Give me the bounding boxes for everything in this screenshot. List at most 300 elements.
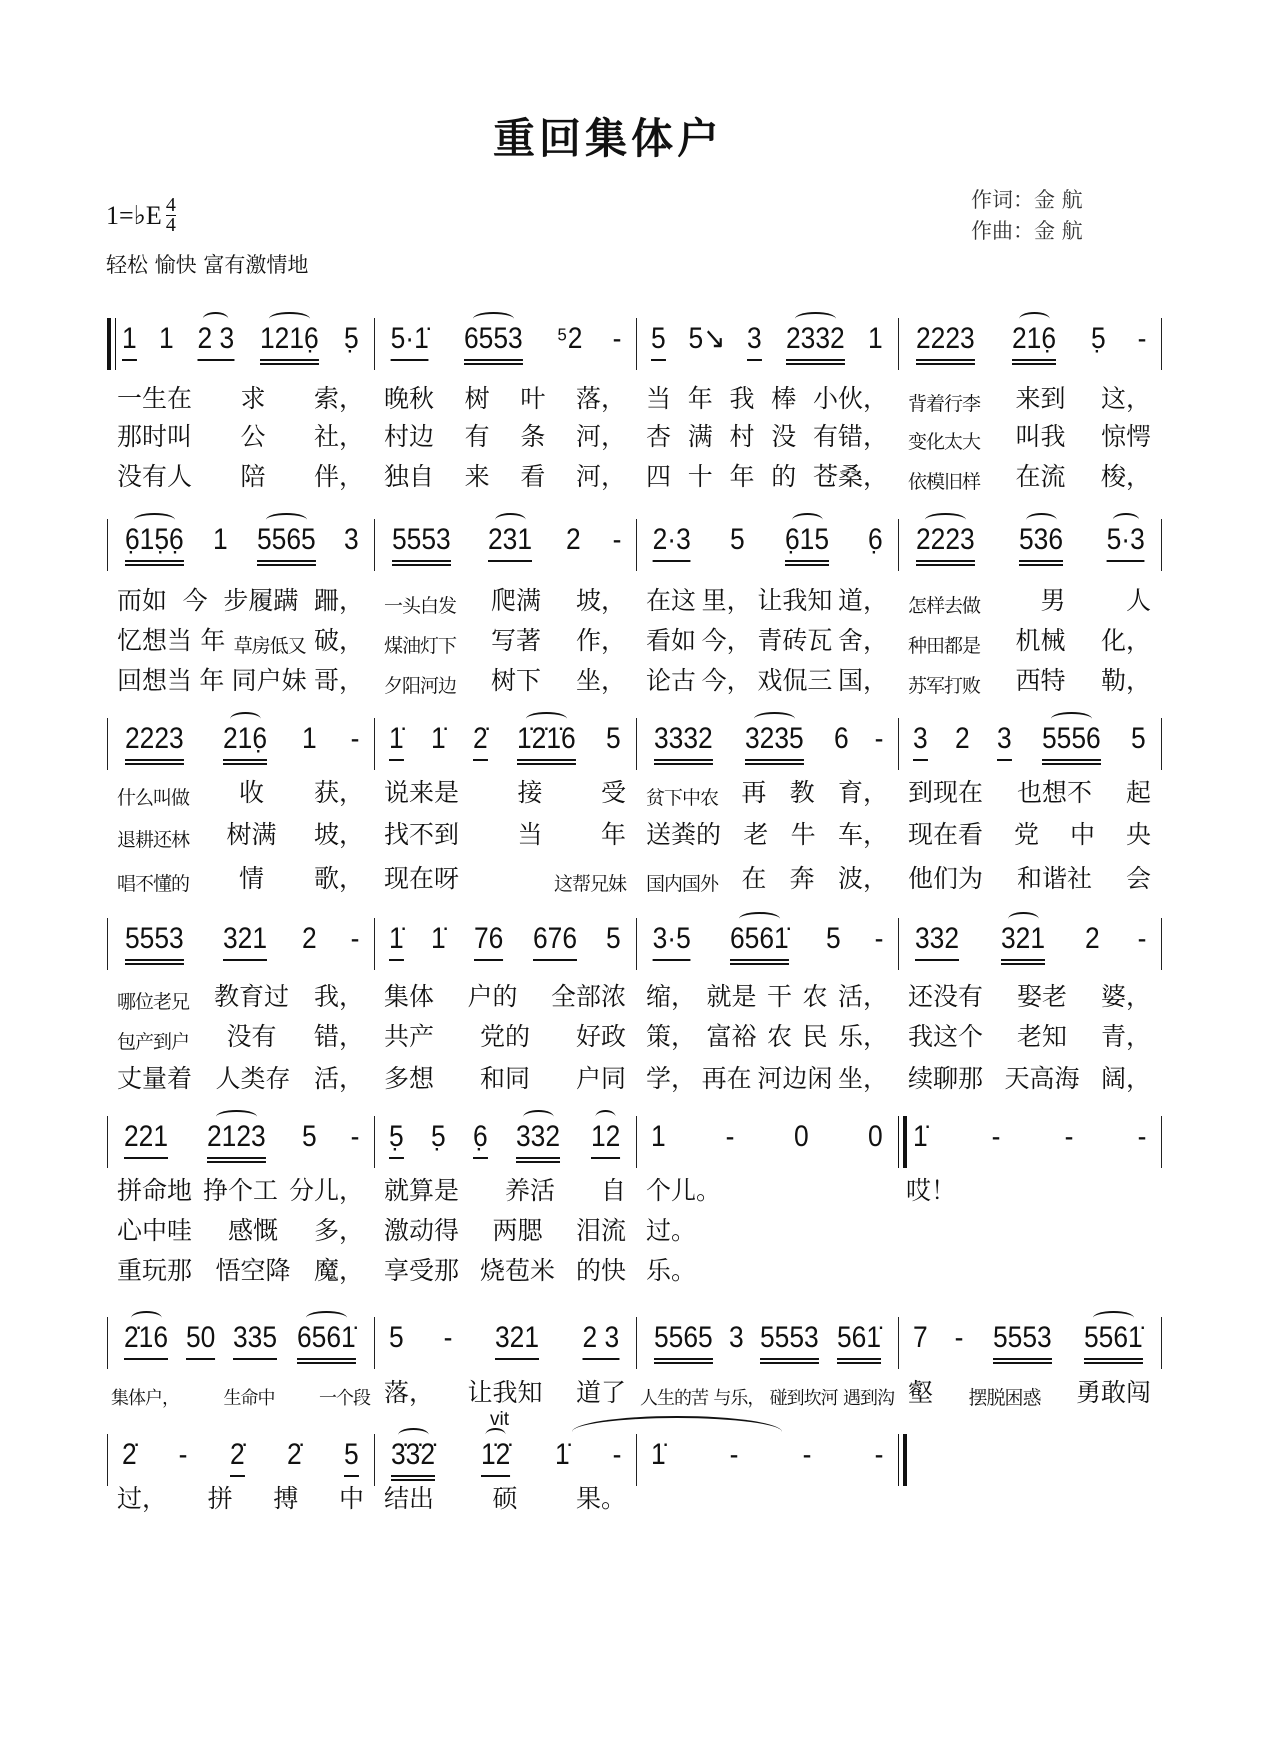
lyric-syllables: 河边闲 [757,1064,833,1093]
note-group: - [954,1321,964,1354]
lyric-syllables: 草房低又 [233,635,306,657]
note-group: - [992,1120,1001,1153]
lyric-syllables: 乐， [837,1022,888,1051]
note-group: 332 [516,1120,560,1163]
lyric-syllables: 我 [729,384,755,413]
lyric-syllables: 情 [238,864,264,893]
lyric-line [107,1216,1161,1250]
lyric-syllables: 满 [687,422,713,451]
note-group: 536 [1019,523,1063,566]
measure [636,523,898,571]
lyric-measure [107,586,374,616]
lyric-measure [374,384,636,414]
note-group: 5 [606,922,621,955]
lyric-syllables: 有 [464,422,490,451]
lyric-line [107,1378,1161,1412]
note-group: - [1137,322,1147,355]
lyric-syllables: 坡， [575,586,626,615]
lyric-measure [636,820,898,850]
note-group: 1̇ [651,1438,666,1471]
lyric-syllables: 索， [313,384,364,413]
lyric-syllables: 作， [575,626,626,655]
lyric-syllables: 苍桑， [812,462,888,491]
note-group: 5565 [654,1321,713,1364]
lyric-syllables: 全部浓 [550,982,626,1011]
lyric-syllables: 和同 [479,1064,530,1093]
note-group: 3 [747,322,762,361]
note-group: 2332 [786,322,845,365]
lyric-syllables: 破， [313,626,364,655]
note-group: 3 [997,722,1012,761]
note-group: 216̣ [1012,322,1056,365]
note-group: - [612,322,622,355]
lyric-syllables: 我这个 [908,1022,984,1051]
lyric-measure [374,1216,636,1246]
lyric-syllables: 老 [743,820,769,849]
lyric-syllables: 奔 [789,864,815,893]
barline [1161,318,1162,370]
lyric-syllables: 好政 [575,1022,626,1051]
lyric-syllables: 哥， [313,666,364,695]
lyric-measure [898,422,1161,457]
lyric-measure [374,462,636,492]
lyric-syllables: 今， [701,626,752,655]
lyric-syllables: 唱不懂的 [117,873,190,895]
lyric-measure [107,626,374,661]
lyric-syllables: 年 [600,820,626,849]
lyric-syllables: 活， [837,982,888,1011]
lyric-syllables: 收 [238,778,264,807]
lyric-syllables: 续聊那 [908,1064,984,1093]
lyric-syllables: 夕阳河边 [384,675,457,697]
lyric-syllables: 农 [802,982,828,1011]
barline [1161,718,1162,770]
note-group: 1̇2̇ [481,1438,510,1477]
measure [374,1321,636,1369]
lyric-syllables: 拼 [207,1484,233,1513]
lyric-syllables: 摆脱困惑 [968,1387,1041,1409]
note-group: 5553 [760,1321,819,1364]
lyric-measure [898,1176,1161,1206]
note-group: 3 [913,722,928,761]
note-group: 5 [730,523,745,556]
lyric-syllables: 村 [729,422,755,451]
staff-row [107,1321,1161,1381]
lyric-syllables: 拼命地 [117,1176,193,1205]
measure [898,722,1161,770]
lyric-syllables: 央 [1125,820,1151,849]
lyric-line [107,626,1161,660]
lyric-syllables: 怎样去做 [908,595,981,617]
lyric-syllables: 送粪的 [646,820,722,849]
lyric-measure [636,384,898,414]
lyric-syllables: 分儿， [288,1176,364,1205]
staff-row [107,922,1161,982]
lyric-syllables: 婆， [1100,982,1151,1011]
lyric-measure [107,1484,374,1514]
lyric-measure [898,384,1161,419]
lyric-syllables: 化， [1100,626,1151,655]
lyric-syllables: 农 [766,1022,792,1051]
lyric-measure [107,422,374,452]
lyric-syllables: 这帮兄妹 [553,873,626,895]
note-group: 5 [1131,722,1146,755]
lyric-syllables: 再在 [701,1064,752,1093]
lyric-line [107,982,1161,1016]
lyric-syllables: 青砖瓦 [757,626,833,655]
lyric-syllables: 他们为 [908,864,984,893]
note-group: 2223 [916,322,975,365]
lyric-syllables: 学， [646,1064,697,1093]
lyric-syllables: 教 [789,778,815,807]
lyric-syllables: 求 [240,384,266,413]
measure [636,922,898,970]
lyric-measure [374,1176,636,1206]
note-group: - [612,523,622,556]
lyric-syllables: 勒， [1100,666,1151,695]
measure [107,1321,374,1369]
song-title: 重回集体户 [492,114,723,163]
note-group: 231 [488,523,532,562]
lyric-measure [636,462,898,492]
lyric-syllables: 公 [240,422,266,451]
measure [374,1120,636,1168]
lyric-syllables: 陪 [240,462,266,491]
lyric-line [107,462,1161,496]
note-group: - [874,1438,884,1471]
lyric-syllables: 的快 [575,1256,626,1285]
note-group: 1 [302,722,318,755]
note-group: 1 [212,523,228,556]
lyric-measure [107,462,374,492]
lyric-line [107,1256,1161,1290]
time-unit: 4 [165,214,176,236]
lyric-syllables: 村边 [384,422,435,451]
lyric-syllables: 戏侃三 [757,666,833,695]
note-group: 2̇ [122,1438,137,1471]
measure [898,1120,1161,1168]
lyric-syllables: 还没有 [908,982,984,1011]
tempo-marking: 轻松 愉快 富有激情地 [106,253,309,277]
note-group: 5 [344,1438,359,1477]
final-barline [898,1434,899,1486]
lyric-syllables: 老知 [1016,1022,1067,1051]
lyric-syllables: 歌， [313,864,364,893]
lyric-syllables: 会 [1125,864,1151,893]
lyric-syllables: 坐， [837,1064,888,1093]
staff-row [107,523,1161,583]
measure [107,1120,374,1168]
note-group: 2 [1085,922,1100,955]
lyric-syllables: 那时叫 [117,422,193,451]
note-group: 5̣ [1090,322,1106,355]
lyric-syllables: 落， [575,384,626,413]
lyric-syllables: 受 [600,778,626,807]
lyric-syllables: 河， [575,422,626,451]
barline [1161,519,1162,571]
lyric-measure [374,864,636,899]
note-group: 5 [606,722,621,755]
note-group: - [725,1120,735,1153]
note-group: - [443,1321,453,1354]
lyric-syllables: 在这 [646,586,697,615]
note-group: 6̣ [473,1120,488,1159]
note-group: 0 [793,1120,809,1153]
lyric-syllables: 这， [1100,384,1151,413]
note-group: 3 [344,523,359,556]
lyric-measure [636,1256,898,1286]
lyric-syllables: 爬满 [490,586,541,615]
lyric-measure [374,982,636,1012]
lyric-syllables: 碰到坎河 [769,1388,838,1409]
barline [1161,918,1162,970]
lyric-syllables: 活， [313,1064,364,1093]
lyric-measure [374,666,636,701]
note-group: 5 [302,1120,318,1153]
note-group: 1̇ [913,1120,928,1153]
lyric-measure [898,982,1161,1012]
note-group: - [178,1438,188,1471]
lyric-syllables: 小伙， [812,384,888,413]
note-group: 321 [223,922,267,961]
lyric-syllables: 西特 [1015,666,1066,695]
lyric-syllables: 的 [771,462,797,491]
lyric-syllables: 教育过 [213,982,289,1011]
lyric-syllables: 在流 [1015,462,1066,491]
lyric-syllables: 就是 [706,982,757,1011]
note-group: 1 [868,322,883,355]
measure [636,722,898,770]
note-group: 5565 [257,523,316,566]
measure [898,322,1161,370]
lyric-measure [107,1176,374,1206]
lyric-syllables: 国， [837,666,888,695]
key-tonic: 1=♭E [106,200,162,230]
lyric-syllables: 干 [766,982,792,1011]
lyric-syllables: 娶老 [1016,982,1067,1011]
lyric-measure [374,1484,636,1514]
lyric-syllables: 到现在 [908,778,984,807]
lyric-syllables: 忆想当 [117,626,193,655]
lyric-syllables: 十 [687,462,713,491]
lyric-syllables: 年 [729,462,755,491]
lyric-syllables: 回想当 [117,666,193,695]
lyric-syllables: 来到 [1015,384,1066,413]
lyric-syllables: 勇敢闯 [1075,1378,1151,1407]
measure [107,322,374,370]
lyric-syllables: 让我知 [757,586,833,615]
lyric-syllables: 和谐社 [1016,864,1092,893]
lyric-measure [636,422,898,452]
lyric-syllables: 现在看 [908,820,984,849]
note-group: 2223 [916,523,975,566]
lyric-syllables: 人类存 [215,1064,291,1093]
lyric-syllables: 缩， [646,982,697,1011]
lyric-syllables: 年 [687,384,713,413]
note-group: 3 [729,1321,744,1354]
lyric-syllables: 今 [182,586,208,615]
note-group: 1216̣ [260,322,319,365]
lyric-syllables: 棒 [771,384,797,413]
lyric-syllables: 硕 [492,1484,518,1513]
lyric-measure [636,778,898,813]
note-group: 1̇ [430,922,446,955]
lyric-measure [898,462,1161,497]
lyric-syllables: 一生在 [117,384,193,413]
lyric-syllables: 获， [313,778,364,807]
note-group: 12 [591,1120,620,1159]
lyric-line [107,1176,1161,1210]
measure [107,1438,374,1486]
staff-row [107,1120,1161,1180]
lyric-syllables: 叫我 [1015,422,1066,451]
lyric-syllables: 男 [1040,586,1066,615]
lyric-syllables: 共产 [384,1022,435,1051]
note-group: 5̣ [430,1120,446,1153]
note-group: 76 [474,922,503,961]
note-group: 216̣ [223,722,267,765]
note-group: 2223 [125,722,184,765]
lyric-measure [107,1022,374,1057]
lyric-syllables: 现在呀 [384,864,460,893]
lyric-syllables: 养活 [504,1176,555,1205]
lyric-syllables: 丈量着 [117,1064,193,1093]
lyric-syllables: 搏 [273,1484,299,1513]
measure [374,322,636,370]
measure [107,722,374,770]
lyric-syllables: 步履蹒 [223,586,299,615]
lyric-syllables: 苏军打败 [908,675,981,697]
barline [1161,1116,1162,1168]
note-group: - [1137,1120,1147,1153]
lyric-syllables: 有错， [812,422,888,451]
lyric-measure [107,982,374,1017]
lyric-measure [636,626,898,656]
lyric-measure [636,1022,898,1052]
note-group: - [350,922,360,955]
note-group: 6̣ [868,523,883,556]
lyric-syllables: 激动得 [384,1216,460,1245]
lyric-syllables: 起 [1125,778,1151,807]
lyric-syllables: 享受那 [384,1256,460,1285]
note-group: 1 [651,1120,666,1153]
note-group: 3·5 [653,922,691,961]
lyric-syllables: 阔， [1100,1064,1151,1093]
lyric-syllables: 论古 [646,666,697,695]
note-group: 7 [913,1321,928,1354]
vit-marking: vit [490,1409,509,1430]
lyric-measure [374,778,636,808]
note-group: 1̇2̇1̇6 [517,722,576,765]
lyric-syllables: 里， [701,586,752,615]
lyric-syllables: 杏 [646,422,672,451]
note-group: 5553 [993,1321,1052,1364]
lyric-syllables: 背着行李 [908,393,981,415]
lyric-syllables: 多， [313,1216,364,1245]
lyric-line [107,864,1161,898]
lyric-syllables: 党的 [479,1022,530,1051]
note-group: 1̇ [389,922,404,961]
note-group: 2123 [207,1120,266,1163]
lyric-syllables: 壑 [908,1378,934,1407]
lyric-syllables: 国内国外 [646,873,719,895]
lyric-syllables: 叶 [520,384,546,413]
note-group: 2 [955,722,970,755]
lyric-measure [374,1378,636,1408]
measure [898,922,1161,970]
lyric-syllables: 落， [384,1378,435,1407]
lyric-measure [374,1064,636,1094]
lyric-syllables: 与乐， [713,1388,765,1409]
lyric-syllables: 户的 [467,982,518,1011]
lyric-syllables: 没 [771,422,797,451]
measure [898,523,1161,571]
lyric-syllables: 感慨 [227,1216,278,1245]
note-group: 5553 [392,523,451,566]
lyric-syllables: 而如 [117,586,168,615]
lyric-syllables: 看如 [646,626,697,655]
note-group: 332 [915,922,959,961]
lyric-syllables: 哪位老兄 [117,991,190,1013]
lyric-measure [107,1378,374,1414]
lyric-syllables: 煤油灯下 [384,635,457,657]
lyric-line [107,384,1161,418]
lyric-syllables: 天高海 [1004,1064,1080,1093]
note-group: 5̣ [344,322,359,355]
lyric-measure [107,1256,374,1286]
measure [636,1321,898,1369]
lyric-measure [374,586,636,621]
lyric-measure [636,864,898,899]
lyric-syllables: 富裕 [706,1022,757,1051]
lyric-measure [898,626,1161,661]
lyric-syllables: 看 [520,462,546,491]
note-group: 6̣15 [785,523,829,566]
note-group: 5 [389,1321,404,1354]
lyric-syllables: 种田都是 [908,635,981,657]
note-group: 6 [833,722,849,755]
note-group: - [874,922,884,955]
note-group: 2 3 [583,1321,620,1360]
lyric-syllables: 育， [837,778,888,807]
time-signature [166,196,176,235]
lyric-syllables: 来 [464,462,490,491]
lyric-measure [898,1378,1161,1413]
note-group: - [1064,1120,1074,1153]
lyric-measure [636,586,898,616]
lyric-syllables: 跚， [313,586,364,615]
note-group: 321 [495,1321,539,1360]
note-group: 561̇ [837,1321,881,1364]
lyric-measure [374,820,636,850]
lyric-measure [374,1256,636,1286]
lyric-syllables: 伴， [313,462,364,491]
lyric-syllables: 遇到沟 [842,1388,894,1409]
lyric-syllables: 惊愕 [1100,422,1151,451]
note-group: 2̇ [230,1438,245,1477]
note-group: 5 [651,322,666,361]
note-group: 1̇ [389,722,404,761]
lyric-syllables: 中 [338,1484,364,1513]
lyric-syllables: 坐， [575,666,626,695]
lyric-measure [636,1176,898,1206]
lyric-measure [107,820,374,855]
lyric-measure [636,1216,898,1246]
lyric-syllables: 魔， [313,1256,364,1285]
lyric-syllables: 没有 [226,1022,277,1051]
lyric-syllables: 重玩那 [117,1256,193,1285]
note-group: 2·3 [653,523,691,562]
